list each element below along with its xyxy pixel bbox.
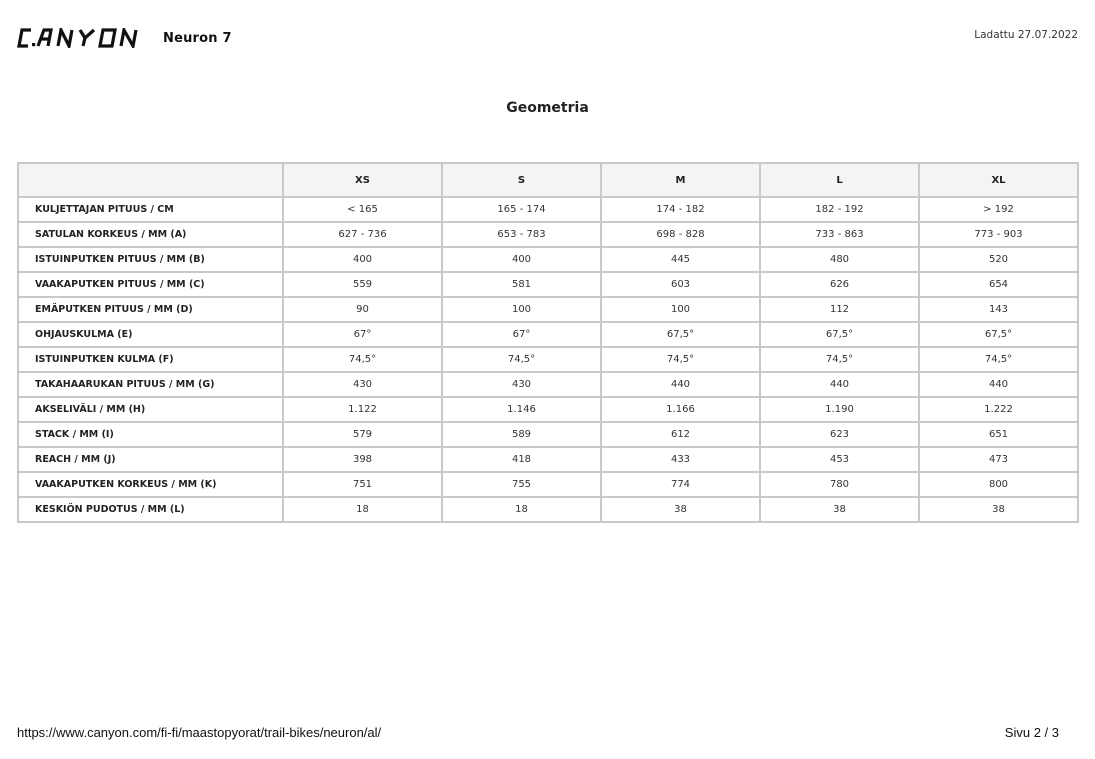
- footer-url[interactable]: https://www.canyon.com/fi-fi/maastopyorat/trail-bikes/neuron/al/: [17, 725, 382, 740]
- table-cell: 74,5°: [760, 347, 919, 372]
- row-label: VAAKAPUTKEN KORKEUS / MM (K): [18, 472, 283, 497]
- table-row: [18, 297, 1078, 322]
- table-cell: 581: [442, 272, 601, 297]
- table-header-row: [18, 163, 1078, 197]
- table-cell: 445: [601, 247, 760, 272]
- table-row: [18, 347, 1078, 372]
- table-cell: 74,5°: [442, 347, 601, 372]
- table-cell: 38: [760, 497, 919, 522]
- table-cell: 398: [283, 447, 442, 472]
- table-cell: 780: [760, 472, 919, 497]
- table-cell: 559: [283, 272, 442, 297]
- table-cell: 589: [442, 422, 601, 447]
- table-cell: 751: [283, 472, 442, 497]
- table-cell: 18: [283, 497, 442, 522]
- table-cell: 800: [919, 472, 1078, 497]
- table-cell: 1.122: [283, 397, 442, 422]
- table-row: [18, 322, 1078, 347]
- header-cell-empty: [18, 163, 283, 197]
- table-cell: 430: [283, 372, 442, 397]
- header-cell-size: XS: [283, 163, 442, 197]
- table-cell: 520: [919, 247, 1078, 272]
- table-row: [18, 497, 1078, 522]
- header-cell-size: M: [601, 163, 760, 197]
- table-cell: 698 - 828: [601, 222, 760, 247]
- table-cell: 112: [760, 297, 919, 322]
- table-cell: 773 - 903: [919, 222, 1078, 247]
- row-label: SATULAN KORKEUS / MM (A): [18, 222, 283, 247]
- header-cell-size: XL: [919, 163, 1078, 197]
- row-label: ISTUINPUTKEN PITUUS / MM (B): [18, 247, 283, 272]
- loaded-date: Ladattu 27.07.2022: [974, 29, 1078, 41]
- row-label: ISTUINPUTKEN KULMA (F): [18, 347, 283, 372]
- model-name: Neuron 7: [163, 31, 232, 46]
- canyon-logo: [17, 28, 147, 48]
- table-cell: 579: [283, 422, 442, 447]
- table-cell: 1.190: [760, 397, 919, 422]
- table-cell: 626: [760, 272, 919, 297]
- table-cell: 90: [283, 297, 442, 322]
- table-cell: 400: [283, 247, 442, 272]
- table-cell: 653 - 783: [442, 222, 601, 247]
- table-cell: 182 - 192: [760, 197, 919, 222]
- table-row: [18, 447, 1078, 472]
- table-row: [18, 247, 1078, 272]
- table-cell: 38: [601, 497, 760, 522]
- table-cell: 143: [919, 297, 1078, 322]
- table-cell: 67,5°: [601, 322, 760, 347]
- table-cell: 774: [601, 472, 760, 497]
- table-row: [18, 197, 1078, 222]
- table-cell: 418: [442, 447, 601, 472]
- table-cell: 612: [601, 422, 760, 447]
- row-label: STACK / MM (I): [18, 422, 283, 447]
- table-row: [18, 372, 1078, 397]
- table-cell: 74,5°: [601, 347, 760, 372]
- table-cell: 651: [919, 422, 1078, 447]
- row-label: TAKAHAARUKAN PITUUS / MM (G): [18, 372, 283, 397]
- table-cell: 1.166: [601, 397, 760, 422]
- row-label: VAAKAPUTKEN PITUUS / MM (C): [18, 272, 283, 297]
- header-cell-size: S: [442, 163, 601, 197]
- table-cell: 67°: [283, 322, 442, 347]
- table-cell: 174 - 182: [601, 197, 760, 222]
- table-cell: 733 - 863: [760, 222, 919, 247]
- table-cell: 755: [442, 472, 601, 497]
- row-label: KESKIÖN PUDOTUS / MM (L): [18, 497, 283, 522]
- table-row: [18, 222, 1078, 247]
- table-cell: 67,5°: [760, 322, 919, 347]
- table-row: [18, 422, 1078, 447]
- row-label: OHJAUSKULMA (E): [18, 322, 283, 347]
- row-label: EMÄPUTKEN PITUUS / MM (D): [18, 297, 283, 322]
- page-title: Geometria: [506, 100, 589, 116]
- row-label: REACH / MM (J): [18, 447, 283, 472]
- table-cell: 440: [919, 372, 1078, 397]
- table-cell: 74,5°: [283, 347, 442, 372]
- table-cell: 627 - 736: [283, 222, 442, 247]
- table-cell: 18: [442, 497, 601, 522]
- table-cell: 623: [760, 422, 919, 447]
- table-cell: 165 - 174: [442, 197, 601, 222]
- table-cell: 100: [601, 297, 760, 322]
- table-cell: 74,5°: [919, 347, 1078, 372]
- table-cell: 654: [919, 272, 1078, 297]
- table-cell: 1.146: [442, 397, 601, 422]
- page-number: Sivu 2 / 3: [1004, 725, 1059, 740]
- table-cell: 603: [601, 272, 760, 297]
- table-row: [18, 472, 1078, 497]
- table-cell: < 165: [283, 197, 442, 222]
- row-label: KULJETTAJAN PITUUS / CM: [18, 197, 283, 222]
- table-cell: 38: [919, 497, 1078, 522]
- table-row: [18, 272, 1078, 297]
- table-cell: 440: [601, 372, 760, 397]
- table-cell: 440: [760, 372, 919, 397]
- table-cell: 67,5°: [919, 322, 1078, 347]
- table-cell: 480: [760, 247, 919, 272]
- table-cell: 430: [442, 372, 601, 397]
- table-cell: 400: [442, 247, 601, 272]
- table-cell: 67°: [442, 322, 601, 347]
- header-cell-size: L: [760, 163, 919, 197]
- geometry-table: [17, 162, 1079, 523]
- table-cell: 100: [442, 297, 601, 322]
- table-cell: > 192: [919, 197, 1078, 222]
- table-cell: 473: [919, 447, 1078, 472]
- table-row: [18, 397, 1078, 422]
- table-cell: 433: [601, 447, 760, 472]
- table-cell: 1.222: [919, 397, 1078, 422]
- row-label: AKSELIVÄLI / MM (H): [18, 397, 283, 422]
- table-cell: 453: [760, 447, 919, 472]
